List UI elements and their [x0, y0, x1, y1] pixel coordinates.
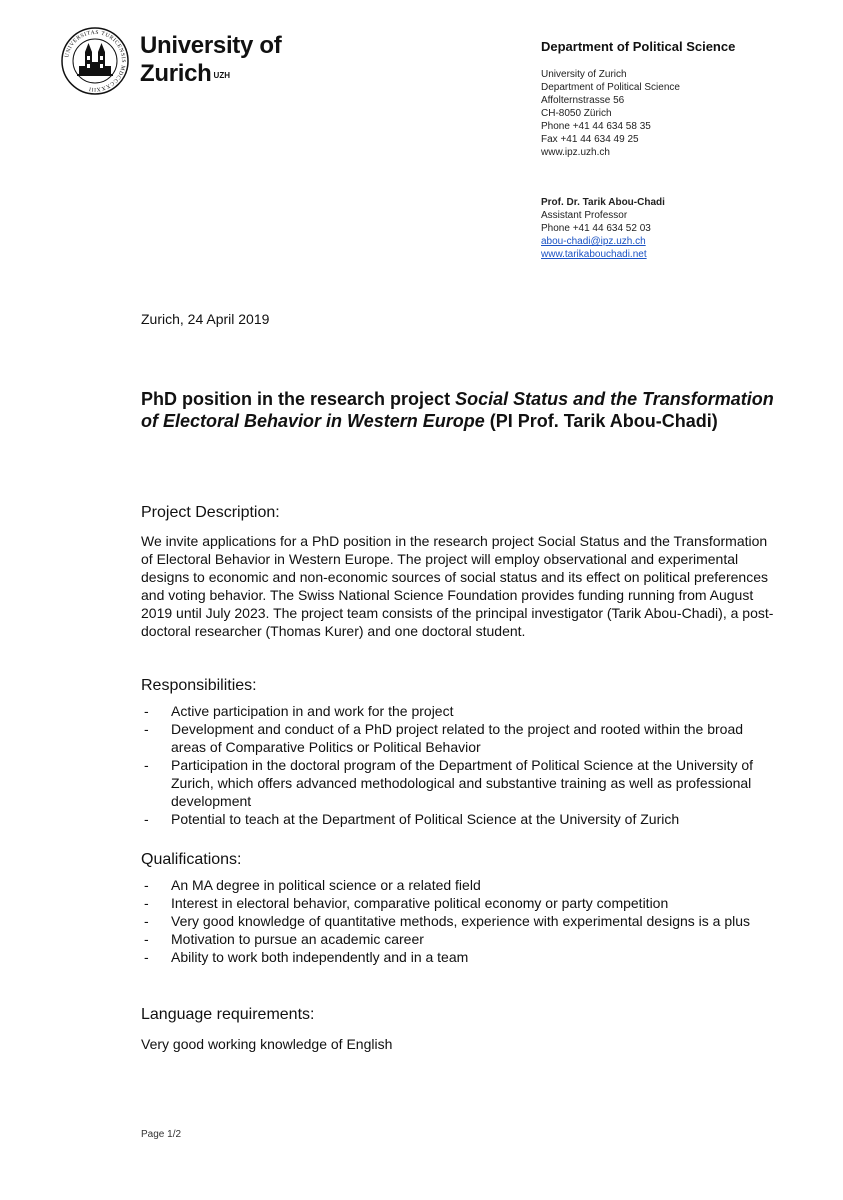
list-item-text: Ability to work both independently and in a team: [171, 949, 469, 965]
list-item: [141, 720, 781, 756]
list-item-text: Development and conduct of a PhD project related to the project and rooted within the broad areas of Comparative Politics or Political Behavior: [171, 721, 744, 755]
list-item-text: An MA degree in political science or a related field: [171, 877, 481, 893]
address-line: Fax +41 44 634 49 25: [541, 134, 639, 145]
page-number: Page 1/2: [141, 1129, 182, 1140]
wordmark-zurich: Zurich: [140, 60, 212, 87]
position-title: [141, 388, 791, 432]
wordmark-superscript: UZH: [213, 71, 230, 80]
wordmark-line2: [140, 60, 281, 88]
project-description-heading: Project Description:: [141, 504, 280, 521]
list-item-text: Very good knowledge of quantitative methods, experience with experimental designs is a plus: [171, 913, 751, 929]
address-line: Phone +41 44 634 58 35: [541, 121, 651, 132]
university-seal-icon: [60, 26, 130, 96]
address-line: Department of Political Science: [541, 82, 680, 93]
project-description-section: [141, 503, 781, 640]
dash-bullet: -: [144, 877, 149, 893]
language-heading: Language requirements:: [141, 1006, 315, 1023]
project-description-text: We invite applications for a PhD position in the research project Social Status and the Transformation of Electoral Behavior in Western Europe. The project will employ observational and experimental designs to economic and non-economic sources of social status and its effect on political preferences and voting behavior. The Swiss National Science Foundation provides funding running from August 2019 until July 2023. The project team consists of the principal investigator (Tarik Abou-Chadi), a post-doctoral researcher (Thomas Kurer) and one doctoral student.: [141, 533, 774, 639]
list-item: [141, 912, 781, 930]
contact-name: Prof. Dr. Tarik Abou-Chadi: [541, 197, 665, 208]
language-text: Very good working knowledge of English: [141, 1036, 393, 1052]
qualifications-list: [141, 876, 781, 966]
qualifications-heading: Qualifications:: [141, 851, 242, 868]
address-line: www.ipz.uzh.ch: [541, 147, 610, 158]
list-item-text: Potential to teach at the Department of Political Science at the University of Zurich: [171, 811, 680, 827]
dash-bullet: -: [144, 757, 149, 773]
list-item: [141, 876, 781, 894]
list-item: [141, 930, 781, 948]
dash-bullet: -: [144, 703, 149, 719]
svg-text:UNIVERSITAS TURICENSIS MDCCCXX: UNIVERSITAS TURICENSIS MDCCCXXXIII: [64, 29, 127, 93]
dash-bullet: -: [144, 811, 149, 827]
qualifications-section: [141, 850, 781, 966]
contact-block: [541, 196, 665, 261]
list-item-text: Interest in electoral behavior, comparative political economy or party competition: [171, 895, 669, 911]
dash-bullet: -: [144, 721, 149, 737]
contact-website-link[interactable]: www.tarikabouchadi.net: [541, 249, 647, 260]
wordmark-line1: University of: [140, 32, 282, 59]
responsibilities-heading: Responsibilities:: [141, 677, 257, 694]
dash-bullet: -: [144, 931, 149, 947]
department-title: Department of Political Science: [541, 39, 736, 54]
list-item: [141, 702, 781, 720]
university-wordmark: [140, 32, 281, 88]
list-item-text: Active participation in and work for the project: [171, 703, 454, 719]
title-part1: PhD position in the research project: [141, 389, 456, 409]
list-item: [141, 756, 781, 810]
list-item: [141, 810, 781, 828]
title-project-name: Social Status and the Transformation of Electoral Behavior in Western Europe: [141, 389, 774, 431]
university-logo: [60, 26, 290, 102]
dash-bullet: -: [144, 949, 149, 965]
dash-bullet: -: [144, 895, 149, 911]
title-part2: (PI Prof. Tarik Abou-Chadi): [484, 411, 718, 431]
contact-email-link[interactable]: abou-chadi@ipz.uzh.ch: [541, 236, 646, 247]
language-section: [141, 1005, 781, 1053]
list-item: [141, 948, 781, 966]
responsibilities-section: [141, 676, 781, 828]
address-line: Affolternstrasse 56: [541, 95, 625, 106]
list-item: [141, 894, 781, 912]
list-item-text: Participation in the doctoral program of the Department of Political Science at the University of Zurich, which offers advanced methodological and substantive training as well as professional development: [171, 757, 754, 809]
contact-phone: Phone +41 44 634 52 03: [541, 223, 651, 234]
letter-date: Zurich, 24 April 2019: [141, 311, 270, 327]
contact-role: Assistant Professor: [541, 210, 628, 221]
address-line: University of Zurich: [541, 69, 627, 80]
address-line: CH-8050 Zürich: [541, 108, 612, 119]
list-item-text: Motivation to pursue an academic career: [171, 931, 424, 947]
department-address: [541, 68, 680, 159]
dash-bullet: -: [144, 913, 149, 929]
responsibilities-list: [141, 702, 781, 828]
